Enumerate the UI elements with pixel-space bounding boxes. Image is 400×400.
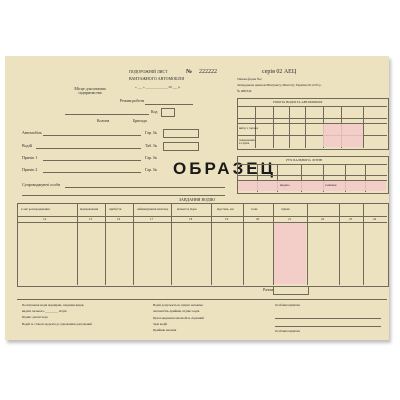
escorts-label: Супроводжуючі особи [22, 182, 61, 187]
task-col-head-5: кількість їздок [177, 207, 197, 211]
task-col-head-7: тонн [251, 207, 258, 211]
vehicle-line [43, 135, 141, 136]
fuel-row-remaining: залишок [325, 183, 337, 187]
code-line [65, 114, 149, 115]
waybill-number: 222222 [199, 69, 217, 75]
mode-label: Режим роботи [120, 98, 145, 103]
driver-line [36, 148, 141, 149]
work-row-out: виїзд з гаража [239, 126, 259, 130]
form-info-3: № 488/346 [237, 89, 252, 93]
bottom-right-1: Особливі відмітки [275, 303, 300, 307]
bottom-mid-3: При поверненні автомобіль справний [153, 316, 204, 320]
fuel-row-issued: видано [280, 183, 290, 187]
work-section-title: РОБОТА ВОДІЯ ТА АВТОМОБІЛЯ [273, 100, 323, 104]
work-shaded-area [323, 124, 363, 147]
title-line1: ПОДОРОЖНІЙ ЛИСТ [129, 69, 168, 74]
trailer1-line [43, 160, 141, 161]
form-info-2: Затверджена наказом Мінтрансу, Мінстату України 29.12.95 р. [237, 83, 322, 87]
fuel-shaded-area [238, 181, 386, 191]
task-col-num-23: 23 [349, 217, 353, 221]
vehicle-label: Автомобіль [22, 130, 42, 135]
bottom-right-2: Особливі відмітки [275, 329, 300, 333]
waybill-sheet [5, 56, 389, 340]
form-info-1: Типова форма №2 [237, 77, 262, 81]
trailer2-label: Причіп 2 [22, 167, 38, 172]
bottom-left-2: видати пального ________ літрів [22, 309, 67, 313]
watermark: ОБРАЗЕЦ [173, 159, 276, 178]
task-col-num-20: 20 [256, 217, 260, 221]
work-row-return: повернення в гараж [239, 138, 255, 146]
total-label: Разом [263, 287, 274, 292]
task-col-num-21: 21 [288, 217, 292, 221]
garage-no-box [163, 129, 199, 138]
bottom-left-1: Посвідчення водія перевірив, завдання видав, [22, 303, 85, 307]
bottom-mid-5: Прийняв механік [153, 328, 177, 332]
trailer2-line [43, 172, 141, 173]
total-box [273, 286, 309, 295]
task-col-head-3: прибуття [109, 207, 122, 211]
garage-no-label: Гар. № [145, 130, 157, 135]
date-line: « ___ » ______________ 20 ___ р. [135, 85, 181, 89]
brigade-label: Бригада [133, 118, 147, 123]
trailer2-garage-label: Гар. № [145, 167, 157, 172]
trailer1-garage-label: Гар. № [145, 155, 157, 160]
task-col-head-6: відстань, км [217, 207, 234, 211]
task-col-num-17: 17 [150, 217, 154, 221]
task-col-num-22: 22 [321, 217, 325, 221]
trailer1-label: Причіп 1 [22, 155, 38, 160]
number-mark: № [186, 69, 193, 75]
escorts-line-2 [22, 195, 225, 196]
bottom-mid-1: Водій допускається, підпис механіка [153, 303, 203, 307]
task-col-num-16: 16 [117, 217, 121, 221]
task-col-head-2: відправлення [80, 207, 99, 211]
driver-label: Водій [22, 143, 32, 148]
task-col-head-1: в чиє розпорядження [21, 207, 50, 211]
task-col-num-19: 19 [225, 217, 229, 221]
title-line2: ВАНТАЖНОГО АВТОМОБІЛЯ [129, 76, 185, 81]
task-col-head-8: підпис [281, 207, 291, 211]
task-col-num-18: 18 [189, 217, 193, 221]
code-label: Код [151, 109, 158, 114]
task-col-num-24: 24 [373, 217, 377, 221]
tab-no-label: Таб. № [145, 143, 157, 148]
column-label: Колона [97, 118, 110, 123]
code-box [161, 108, 175, 117]
bottom-divider [17, 299, 387, 300]
mode-line [145, 104, 193, 105]
task-col-num-14: 14 [43, 217, 47, 221]
series-label: серія 02 АЕЦ [262, 69, 297, 75]
tab-no-box [163, 142, 199, 151]
fuel-section-title: РУХ ПАЛЬНОГО, ЛІТРІВ [286, 158, 323, 162]
bottom-left-4: Водій за станом здоров'я до управління допущений [22, 322, 92, 326]
task-col-head-4: найменування вантажу [137, 207, 169, 211]
task-col-num-15: 15 [89, 217, 93, 221]
bottom-mid-2: Автомобіль прийняв, підпис водія [153, 309, 200, 313]
stamp-place-label: Місце для штампа підприємства [74, 86, 106, 95]
task-shaded-col [274, 223, 306, 284]
bottom-left-3: Підпис диспетчера [22, 315, 48, 319]
task-section-title: ЗАВДАННЯ ВОДІЮ [179, 197, 215, 202]
escorts-line-1 [65, 187, 225, 188]
bottom-mid-4: Здав водій [153, 322, 168, 326]
